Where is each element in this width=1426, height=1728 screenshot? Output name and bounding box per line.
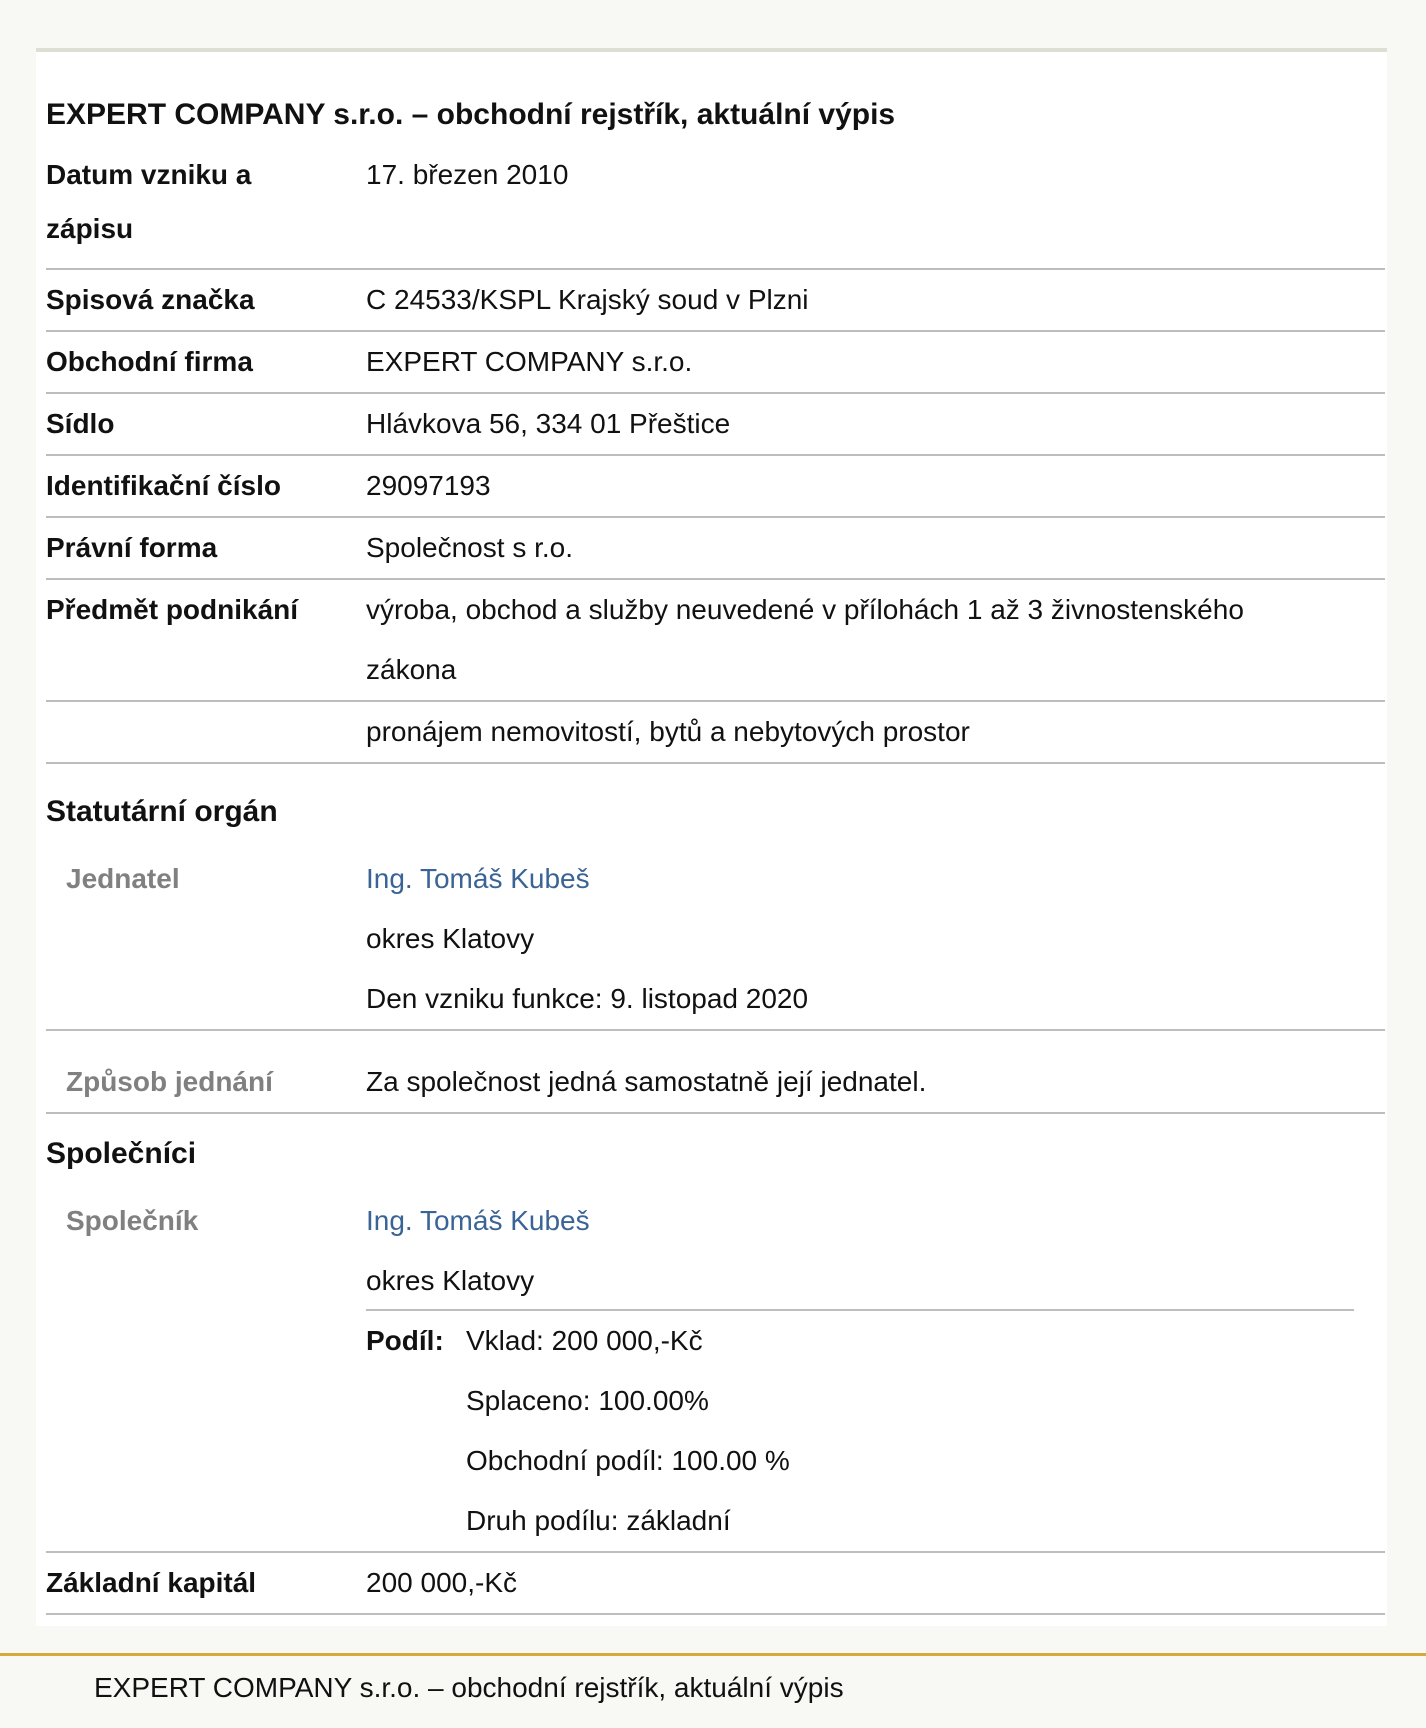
value-identifikacni-cislo: 29097193 (366, 470, 491, 501)
row-predmet-podnikani-2 (46, 702, 1385, 764)
value-predmet-item-2: pronájem nemovitostí, bytů a nebytových prostor (366, 716, 970, 747)
value-datum-vzniku: 17. březen 2010 (366, 159, 569, 190)
row-zakladni-kapital (46, 1553, 1385, 1615)
value-zpusob-jednani: Za společnost jedná samostatně její jednatel. (366, 1066, 927, 1097)
section-title-statutarni-organ: Statutární orgán (46, 795, 278, 828)
row-sidlo (46, 394, 1385, 456)
label-datum-vzniku-line1: Datum vzniku a (46, 159, 252, 190)
label-sidlo: Sídlo (46, 408, 115, 439)
spolecnik-name-link[interactable]: Ing. Tomáš Kubeš (366, 1205, 590, 1236)
jednatel-district: okres Klatovy (366, 923, 535, 954)
label-obchodni-firma: Obchodní firma (46, 346, 253, 377)
label-identifikacni-cislo: Identifikační číslo (46, 470, 281, 501)
label-pravni-forma: Právní forma (46, 532, 218, 563)
label-datum-vzniku-line2: zápisu (46, 213, 134, 244)
spolecnik-district: okres Klatovy (366, 1265, 535, 1296)
jednatel-name-link[interactable]: Ing. Tomáš Kubeš (366, 863, 590, 894)
label-predmet-podnikani: Předmět podnikání (46, 594, 299, 625)
podil-obchodni: Obchodní podíl: 100.00 % (466, 1445, 790, 1476)
row-jednatel (46, 849, 1385, 1031)
value-sidlo: Hlávkova 56, 334 01 Přeštice (366, 408, 731, 439)
podil-label: Podíl: (366, 1325, 444, 1356)
row-zpusob-jednani (46, 1052, 1385, 1114)
section-title-spolecnici: Společníci (46, 1137, 197, 1170)
footer-rule (0, 1653, 1426, 1656)
row-datum-vzniku (46, 145, 1385, 270)
footer-title: EXPERT COMPANY s.r.o. – obchodní rejstřík, aktuální výpis (94, 1672, 844, 1703)
value-obchodni-firma: EXPERT COMPANY s.r.o. (366, 346, 693, 377)
value-pravni-forma: Společnost s r.o. (366, 532, 574, 563)
podil-splaceno: Splaceno: 100.00% (466, 1385, 709, 1416)
row-spisova-znacka (46, 270, 1385, 332)
value-predmet-item-1-line1: výroba, obchod a služby neuvedené v přílohách 1 až 3 živnostenského (366, 594, 1244, 625)
row-obchodni-firma (46, 332, 1385, 394)
jednatel-since: Den vzniku funkce: 9. listopad 2020 (366, 983, 809, 1014)
label-spisova-znacka: Spisová značka (46, 284, 255, 315)
row-identifikacni-cislo (46, 456, 1385, 518)
row-predmet-podnikani (46, 580, 1385, 702)
value-zakladni-kapital: 200 000,-Kč (366, 1567, 517, 1598)
label-jednatel: Jednatel (66, 863, 180, 894)
value-predmet-item-1-line2: zákona (366, 654, 457, 685)
row-spolecnik (46, 1191, 1385, 1553)
row-pravni-forma (46, 518, 1385, 580)
registry-extract-card (36, 48, 1387, 1626)
label-zpusob-jednani: Způsob jednání (66, 1066, 273, 1097)
document-title: EXPERT COMPANY s.r.o. – obchodní rejstřík, aktuální výpis (46, 98, 896, 131)
label-zakladni-kapital: Základní kapitál (46, 1567, 257, 1598)
podil-vklad: Vklad: 200 000,-Kč (466, 1325, 703, 1356)
value-spisova-znacka: C 24533/KSPL Krajský soud v Plzni (366, 284, 809, 315)
podil-druh: Druh podílu: základní (466, 1505, 731, 1536)
label-spolecnik: Společník (66, 1205, 199, 1236)
